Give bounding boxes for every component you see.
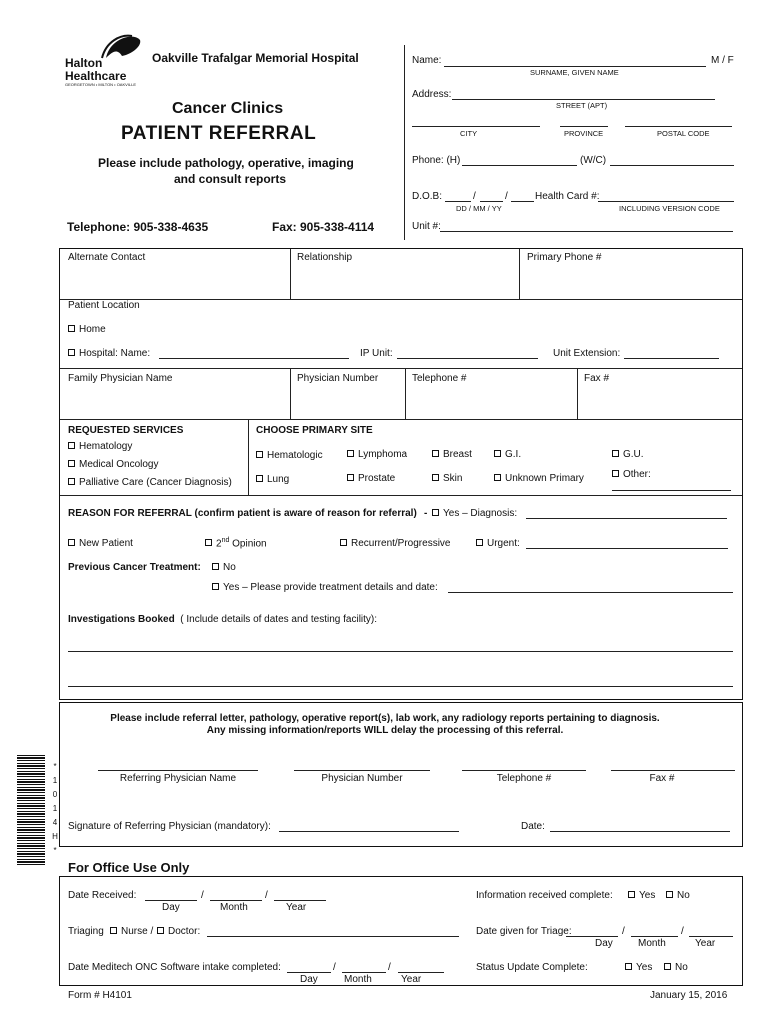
city-sublabel: CITY [460,129,478,138]
urgent-field[interactable] [526,548,728,549]
date-triage-year-label: Year [695,938,716,949]
triage-nurse-checkbox[interactable] [110,927,117,934]
medical-oncology-option[interactable] [68,459,158,470]
hospital-name-field[interactable] [159,358,349,359]
meditech-day-field[interactable] [287,972,331,973]
lymphoma-checkbox[interactable] [347,450,354,457]
other-site-field[interactable] [612,490,731,491]
lymphoma-label: Lymphoma [358,449,408,460]
clinic-fax: Fax: 905-338-4114 [272,220,375,234]
barcode-char: 0 [52,790,58,799]
meditech-year-field[interactable] [398,972,444,973]
date-received-month-label: Month [220,902,248,913]
form-barcode [17,755,45,865]
info-complete-no-checkbox[interactable] [666,891,673,898]
yes-diagnosis-checkbox[interactable] [432,509,439,516]
date-triage-day-label: Day [595,938,613,949]
sex-label: M / F [711,55,734,66]
gi-option[interactable] [494,449,521,460]
relationship-label: Relationship [297,252,353,263]
street-field[interactable] [452,99,715,100]
reason-dash: - [424,508,428,519]
status-no-checkbox[interactable] [664,963,671,970]
date-received-month-field[interactable] [210,900,262,901]
info-complete-yes-label: Yes [639,890,656,901]
clinic-name: Cancer Clinics [172,100,284,117]
status-yes-checkbox[interactable] [625,963,632,970]
physician-divider-1 [290,369,291,419]
phone-home-label: Phone: (H) [412,155,461,166]
contact-row-bottom [60,299,742,300]
other-site-label: Other: [623,469,651,480]
palliative-checkbox[interactable] [68,478,75,485]
hospital-option[interactable] [68,348,150,359]
date-received-slash-1: / [201,890,204,901]
skin-option[interactable] [432,473,462,484]
version-sublabel: INCLUDING VERSION CODE [619,204,720,213]
name-label: Name: [412,55,442,66]
form-number: Form # H4101 [68,990,132,1001]
status-yes-option[interactable] [625,962,652,973]
org-tagline: GEORGETOWN • MILTON • OAKVILLE [65,82,137,87]
health-card-label: Health Card #: [535,191,600,202]
medical-oncology-label: Medical Oncology [79,459,159,470]
hospital-checkbox[interactable] [68,349,75,356]
referring-telephone-label: Telephone # [496,773,552,784]
address-label: Address: [412,89,452,100]
form-title: PATIENT REFERRAL [121,123,317,144]
meditech-year-label: Year [401,974,422,985]
other-site-checkbox[interactable] [612,470,619,477]
family-physician-label: Family Physician Name [68,373,173,384]
meditech-month-label: Month [344,974,372,985]
signature-field[interactable] [279,831,459,832]
gu-checkbox[interactable] [612,450,619,457]
hematologic-checkbox[interactable] [256,451,263,458]
dob-year-field[interactable] [511,201,534,202]
new-patient-label: New Patient [79,538,133,549]
location-row-bottom [60,368,742,369]
investigations-line-1[interactable] [68,651,733,652]
dob-sublabel: DD / MM / YY [456,204,502,213]
lung-checkbox[interactable] [256,475,263,482]
skin-checkbox[interactable] [432,474,439,481]
phone-home-field[interactable] [462,165,577,166]
status-no-label: No [675,962,688,973]
lung-label: Lung [267,474,290,485]
triage-nurse-label: Nurse / [121,926,154,937]
physician-divider-2 [405,369,406,419]
meditech-month-field[interactable] [342,972,386,973]
patient-location-label: Patient Location [68,300,140,311]
gi-label: G.I. [505,449,522,460]
ip-unit-label: IP Unit: [360,348,393,359]
barcode-caption [50,760,60,858]
info-complete-yes-checkbox[interactable] [628,891,635,898]
urgent-option[interactable] [476,538,520,549]
second-opinion-checkbox[interactable] [205,539,212,546]
gu-option[interactable] [612,449,644,460]
org-name-2: Healthcare [65,69,127,83]
previous-yes-label: Yes – Please provide treatment details and date: [223,582,438,593]
dob-label: D.O.B: [412,191,443,202]
contact-divider-1 [290,249,291,300]
previous-yes-checkbox[interactable] [212,583,219,590]
previous-no-option[interactable] [212,562,236,573]
reason-title: REASON FOR REFERRAL (confirm patient is aware of reason for referral) [68,508,417,519]
gu-label: G.U. [623,449,644,460]
signature-date-field[interactable] [550,831,730,832]
services-row-bottom [60,495,742,496]
lymphoma-option[interactable] [347,449,407,460]
physician-row-bottom [60,419,742,420]
physician-divider-3 [577,369,578,419]
date-triage-slash-1: / [622,926,625,937]
diagnosis-field[interactable] [526,518,727,519]
new-patient-checkbox[interactable] [68,539,75,546]
date-received-slash-2: / [265,890,268,901]
treatment-details-field[interactable] [448,592,733,593]
form-date: January 15, 2016 [650,990,728,1001]
barcode-char: 4 [52,818,58,827]
home-checkbox[interactable] [68,325,75,332]
status-update-label: Status Update Complete: [476,962,588,973]
second-opinion-option[interactable] [205,537,267,549]
previous-no-checkbox[interactable] [212,563,219,570]
info-complete-label: Information received complete: [476,890,613,901]
primary-phone-label: Primary Phone # [527,252,602,263]
health-card-field[interactable] [598,201,734,202]
instructions-line-2: and consult reports [174,172,287,186]
date-triage-slash-2: / [681,926,684,937]
primary-site-title: CHOOSE PRIMARY SITE [256,425,373,436]
yes-diagnosis-option[interactable] [432,508,517,519]
ip-unit-field[interactable] [397,358,538,359]
meditech-label: Date Meditech ONC Software intake completed: [68,962,281,973]
barcode-char: * [53,846,57,855]
prostate-checkbox[interactable] [347,474,354,481]
second-opinion-text: Opinion [229,538,267,550]
barcode-char: 1 [52,776,58,785]
dob-day-field[interactable] [445,201,471,202]
referring-name-label: Referring Physician Name [119,773,237,784]
referring-fax-label: Fax # [649,773,675,784]
previous-no-label: No [223,562,236,573]
previous-yes-option[interactable] [212,582,438,593]
info-complete-yes-option[interactable] [628,890,655,901]
triage-doctor-checkbox[interactable] [157,927,164,934]
triage-doctor-field[interactable] [207,936,459,937]
recurrent-option[interactable] [340,538,450,549]
prostate-option[interactable] [347,473,395,484]
prostate-label: Prostate [358,473,396,484]
referral-notice-1: Please include referral letter, pathology, operative report(s), lab work, any radiology reports pertaining to diagnosis. [110,713,660,724]
street-sublabel: STREET (APT) [556,101,608,110]
dob-slash-2: / [505,191,508,202]
office-use-title: For Office Use Only [68,860,190,875]
investigations-row [68,614,377,625]
second-opinion-num: 2 [216,538,222,550]
unknown-primary-label: Unknown Primary [505,473,584,484]
referral-notice-2: Any missing information/reports WILL delay the processing of this referral. [206,725,564,736]
palliative-option[interactable] [68,477,232,488]
dob-slash-1: / [473,191,476,202]
date-triage-month-field[interactable] [631,936,678,937]
triage-doctor-option[interactable] [157,926,200,937]
unit-extension-field[interactable] [624,358,719,359]
triage-nurse-option[interactable] [110,926,153,937]
date-received-day-field[interactable] [145,900,197,901]
referring-name-field[interactable] [98,770,258,771]
hematology-label: Hematology [79,441,133,452]
barcode-char: H [52,832,58,841]
city-field[interactable] [412,126,540,127]
investigations-hint: ( Include details of dates and testing facility): [180,614,378,625]
unit-field[interactable] [440,231,733,232]
referring-number-field[interactable] [294,770,430,771]
info-complete-no-label: No [677,890,690,901]
unknown-primary-option[interactable] [494,473,584,484]
skin-label: Skin [443,473,463,484]
urgent-checkbox[interactable] [476,539,483,546]
province-sublabel: PROVINCE [564,129,604,138]
status-yes-label: Yes [636,962,653,973]
meditech-day-label: Day [300,974,318,985]
hospital-name: Oakville Trafalgar Memorial Hospital [152,51,359,65]
recurrent-checkbox[interactable] [340,539,347,546]
date-received-year-field[interactable] [274,900,326,901]
date-triage-year-field[interactable] [689,936,733,937]
name-field[interactable] [444,66,706,67]
referring-telephone-field[interactable] [462,770,586,771]
previous-treatment-label: Previous Cancer Treatment: [68,562,201,573]
signature-date-label: Date: [521,821,545,832]
barcode-char: 1 [52,804,58,813]
province-field[interactable] [560,126,608,127]
clinic-telephone: Telephone: 905-338-4635 [67,220,209,234]
postal-sublabel: POSTAL CODE [657,129,710,138]
hospital-name-label: Hospital: Name: [79,348,151,359]
physician-telephone-label: Telephone # [412,373,467,384]
date-received-label: Date Received: [68,890,137,901]
info-complete-no-option[interactable] [666,890,690,901]
status-no-option[interactable] [664,962,688,973]
investigations-label: Investigations Booked [68,614,175,625]
physician-fax-label: Fax # [584,373,610,384]
triaging-label: Triaging [68,926,104,937]
header-divider [404,45,405,240]
instructions-line-1: Please include pathology, operative, imaging [98,156,354,170]
unit-label: Unit #: [412,221,441,232]
urgent-label: Urgent: [487,538,520,549]
barcode-char: * [53,762,57,771]
hematology-option[interactable] [68,441,132,452]
breast-option[interactable] [432,449,472,460]
phone-work-field[interactable] [610,165,734,166]
name-sublabel: SURNAME, GIVEN NAME [530,68,619,77]
unknown-primary-checkbox[interactable] [494,474,501,481]
recurrent-label: Recurrent/Progressive [351,538,451,549]
physician-number-label: Physician Number [297,373,379,384]
alternate-contact-label: Alternate Contact [68,252,146,263]
palliative-label: Palliative Care (Cancer Diagnosis) [79,477,232,488]
referring-number-label: Physician Number [321,773,403,784]
services-divider [248,420,249,496]
medical-oncology-checkbox[interactable] [68,460,75,467]
hematology-checkbox[interactable] [68,442,75,449]
phone-work-label: (W/C) [580,155,607,166]
second-opinion-sup: nd [221,537,230,544]
breast-checkbox[interactable] [432,450,439,457]
date-triage-month-label: Month [638,938,666,949]
gi-checkbox[interactable] [494,450,501,457]
hematologic-label: Hematologic [267,450,323,461]
hematologic-option[interactable] [256,450,323,461]
home-option[interactable] [68,324,106,335]
meditech-slash-2: / [388,962,391,973]
contact-divider-2 [519,249,520,300]
yes-diagnosis-label: Yes – Diagnosis: [443,508,518,519]
date-received-day-label: Day [162,902,180,913]
referring-fax-field[interactable] [611,770,735,771]
other-site-option[interactable] [612,469,651,480]
new-patient-option[interactable] [68,538,133,549]
signature-label: Signature of Referring Physician (mandatory): [68,821,271,832]
date-triage-label: Date given for Triage: [476,926,572,937]
breast-label: Breast [443,449,472,460]
unit-extension-label: Unit Extension: [553,348,621,359]
postal-code-field[interactable] [625,126,732,127]
date-received-year-label: Year [286,902,307,913]
triage-doctor-label: Doctor: [168,926,201,937]
investigations-line-2[interactable] [68,686,733,687]
requested-services-title: REQUESTED SERVICES [68,425,184,436]
org-name-1: Halton [65,56,103,70]
lung-option[interactable] [256,474,289,485]
meditech-slash-1: / [333,962,336,973]
home-label: Home [79,324,106,335]
date-triage-day-field[interactable] [566,936,618,937]
dob-month-field[interactable] [480,201,503,202]
